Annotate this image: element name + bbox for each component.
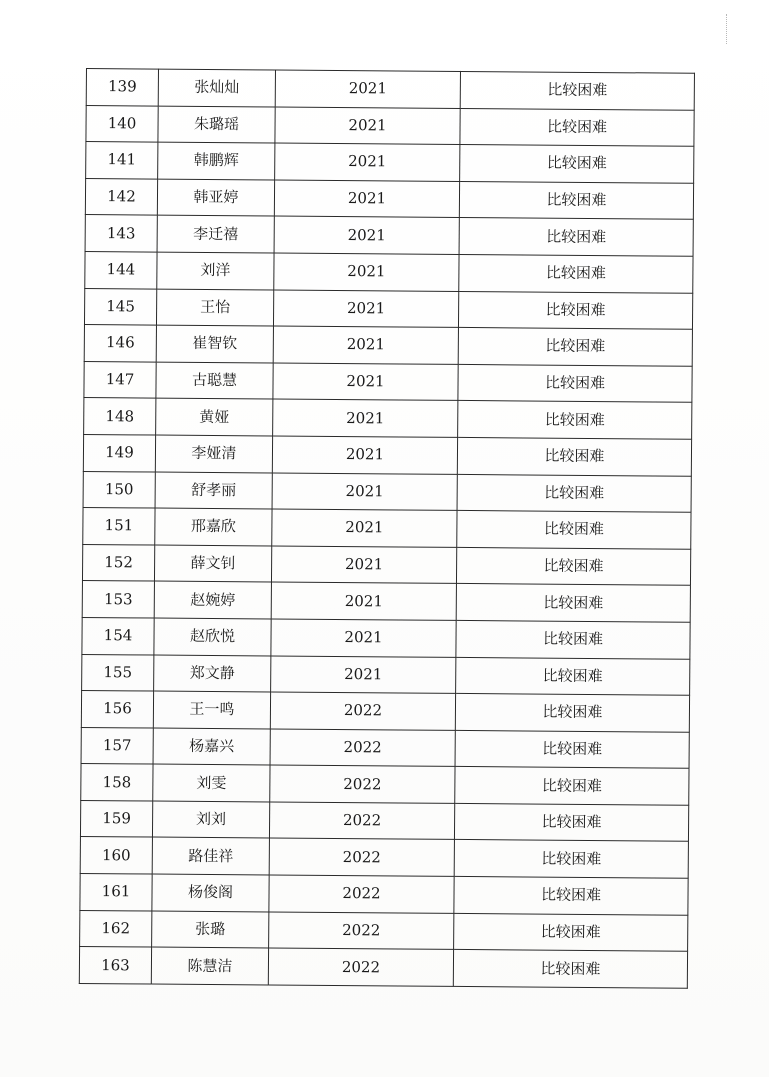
student-name-cell: 郑文静 <box>154 655 271 693</box>
year-cell: 2021 <box>272 436 457 474</box>
row-number-cell: 147 <box>84 361 156 398</box>
row-number-cell: 156 <box>81 691 153 728</box>
row-number-cell: 161 <box>80 874 152 911</box>
row-number-cell: 139 <box>86 69 158 106</box>
table-row <box>80 910 688 951</box>
table-row <box>85 251 693 292</box>
year-cell: 2021 <box>275 143 460 181</box>
difficulty-level-cell: 比较困难 <box>455 694 689 732</box>
student-name-cell: 王怡 <box>156 289 273 327</box>
difficulty-level-cell: 比较困难 <box>455 767 689 805</box>
student-name-cell: 赵欣悦 <box>154 618 271 656</box>
difficulty-level-cell: 比较困难 <box>457 511 691 549</box>
difficulty-level-cell: 比较困难 <box>454 803 688 841</box>
table-row <box>86 69 694 110</box>
year-cell: 2021 <box>272 509 457 547</box>
student-name-cell: 赵婉婷 <box>154 581 271 619</box>
student-name-cell: 舒孝丽 <box>155 472 272 510</box>
difficulty-level-cell: 比较困难 <box>459 254 693 292</box>
scan-artifact <box>726 14 730 44</box>
year-cell: 2022 <box>270 765 455 803</box>
student-name-cell: 杨俊阁 <box>152 874 269 912</box>
row-number-cell: 162 <box>80 910 152 947</box>
year-cell: 2021 <box>273 326 458 364</box>
table-row <box>80 874 688 915</box>
row-number-cell: 153 <box>82 581 154 618</box>
table-row <box>81 727 689 768</box>
year-cell: 2021 <box>273 363 458 401</box>
difficulty-level-cell: 比较困难 <box>458 328 692 366</box>
year-cell: 2022 <box>269 802 454 840</box>
row-number-cell: 145 <box>84 288 156 325</box>
table-row <box>86 105 694 146</box>
year-cell: 2022 <box>269 912 454 950</box>
table-row <box>83 471 691 512</box>
row-number-cell: 151 <box>83 508 155 545</box>
difficulty-level-cell: 比较困难 <box>457 437 691 475</box>
student-name-cell: 崔智钦 <box>156 325 273 363</box>
year-cell: 2022 <box>270 729 455 767</box>
difficulty-level-cell: 比较困难 <box>458 364 692 402</box>
year-cell: 2021 <box>274 253 459 291</box>
year-cell: 2022 <box>270 692 455 730</box>
student-name-cell: 张灿灿 <box>158 69 275 107</box>
year-cell: 2022 <box>269 838 454 876</box>
row-number-cell: 142 <box>85 178 157 215</box>
year-cell: 2021 <box>273 290 458 328</box>
row-number-cell: 143 <box>85 215 157 252</box>
year-cell: 2021 <box>271 655 456 693</box>
row-number-cell: 158 <box>81 764 153 801</box>
student-name-cell: 韩亚婷 <box>157 179 274 217</box>
records-table-body <box>79 69 694 989</box>
difficulty-level-cell: 比较困难 <box>454 876 688 914</box>
difficulty-level-cell: 比较困难 <box>459 181 693 219</box>
year-cell: 2022 <box>269 875 454 913</box>
difficulty-level-cell: 比较困难 <box>460 108 694 146</box>
row-number-cell: 154 <box>82 617 154 654</box>
student-name-cell: 杨嘉兴 <box>153 728 270 766</box>
difficulty-level-cell: 比较困难 <box>456 584 690 622</box>
year-cell: 2021 <box>273 399 458 437</box>
year-cell: 2021 <box>271 619 456 657</box>
year-cell: 2021 <box>271 546 456 584</box>
row-number-cell: 159 <box>80 800 152 837</box>
table-row <box>81 691 689 732</box>
table-row <box>82 617 690 658</box>
difficulty-level-cell: 比较困难 <box>456 620 690 658</box>
student-name-cell: 李迁禧 <box>157 215 274 253</box>
student-name-cell: 王一鸣 <box>153 691 270 729</box>
year-cell: 2021 <box>271 582 456 620</box>
table-row <box>83 434 691 475</box>
table-row <box>86 142 694 183</box>
student-name-cell: 刘洋 <box>157 252 274 290</box>
difficulty-level-cell: 比较困难 <box>457 474 691 512</box>
row-number-cell: 146 <box>84 325 156 362</box>
difficulty-level-cell: 比较困难 <box>454 913 688 951</box>
difficulty-level-cell: 比较困难 <box>459 218 693 256</box>
row-number-cell: 150 <box>83 471 155 508</box>
student-name-cell: 陈慧洁 <box>151 947 268 985</box>
difficulty-level-cell: 比较困难 <box>460 145 694 183</box>
year-cell: 2021 <box>274 180 459 218</box>
student-name-cell: 薛文钊 <box>154 545 271 583</box>
student-name-cell: 古聪慧 <box>156 362 273 400</box>
difficulty-level-cell: 比较困难 <box>458 401 692 439</box>
student-name-cell: 刘刘 <box>152 801 269 839</box>
table-row <box>84 288 692 329</box>
table-row <box>84 398 692 439</box>
table-row <box>82 654 690 695</box>
student-name-cell: 路佳祥 <box>152 838 269 876</box>
row-number-cell: 163 <box>79 947 151 984</box>
difficulty-level-cell: 比较困难 <box>458 291 692 329</box>
difficulty-level-cell: 比较困难 <box>456 547 690 585</box>
year-cell: 2021 <box>272 473 457 511</box>
table-row <box>83 508 691 549</box>
year-cell: 2021 <box>275 70 460 108</box>
row-number-cell: 157 <box>81 727 153 764</box>
table-row <box>80 837 688 878</box>
student-name-cell: 刘雯 <box>153 764 270 802</box>
table-row <box>85 215 693 256</box>
row-number-cell: 152 <box>82 544 154 581</box>
table-row <box>79 947 687 988</box>
row-number-cell: 141 <box>86 142 158 179</box>
row-number-cell: 160 <box>80 837 152 874</box>
student-name-cell: 张璐 <box>152 911 269 949</box>
table-row <box>81 764 689 805</box>
table-row <box>84 325 692 366</box>
row-number-cell: 144 <box>85 251 157 288</box>
row-number-cell: 149 <box>83 434 155 471</box>
year-cell: 2022 <box>268 948 453 986</box>
year-cell: 2021 <box>274 216 459 254</box>
row-number-cell: 148 <box>84 398 156 435</box>
student-name-cell: 韩鹏辉 <box>158 142 275 180</box>
table-row <box>82 544 690 585</box>
difficulty-level-cell: 比较困难 <box>454 840 688 878</box>
student-name-cell: 朱璐瑶 <box>158 106 275 144</box>
difficulty-level-cell: 比较困难 <box>460 71 694 109</box>
row-number-cell: 140 <box>86 105 158 142</box>
year-cell: 2021 <box>275 107 460 145</box>
student-name-cell: 黄娅 <box>156 398 273 436</box>
table-row <box>84 361 692 402</box>
records-table <box>79 68 695 989</box>
table-row <box>80 800 688 841</box>
student-name-cell: 李娅清 <box>155 435 272 473</box>
difficulty-level-cell: 比较困难 <box>456 657 690 695</box>
student-name-cell: 邢嘉欣 <box>155 508 272 546</box>
table-row <box>82 581 690 622</box>
difficulty-level-cell: 比较困难 <box>455 730 689 768</box>
row-number-cell: 155 <box>82 654 154 691</box>
difficulty-level-cell: 比较困难 <box>453 950 687 988</box>
table-row <box>85 178 693 219</box>
